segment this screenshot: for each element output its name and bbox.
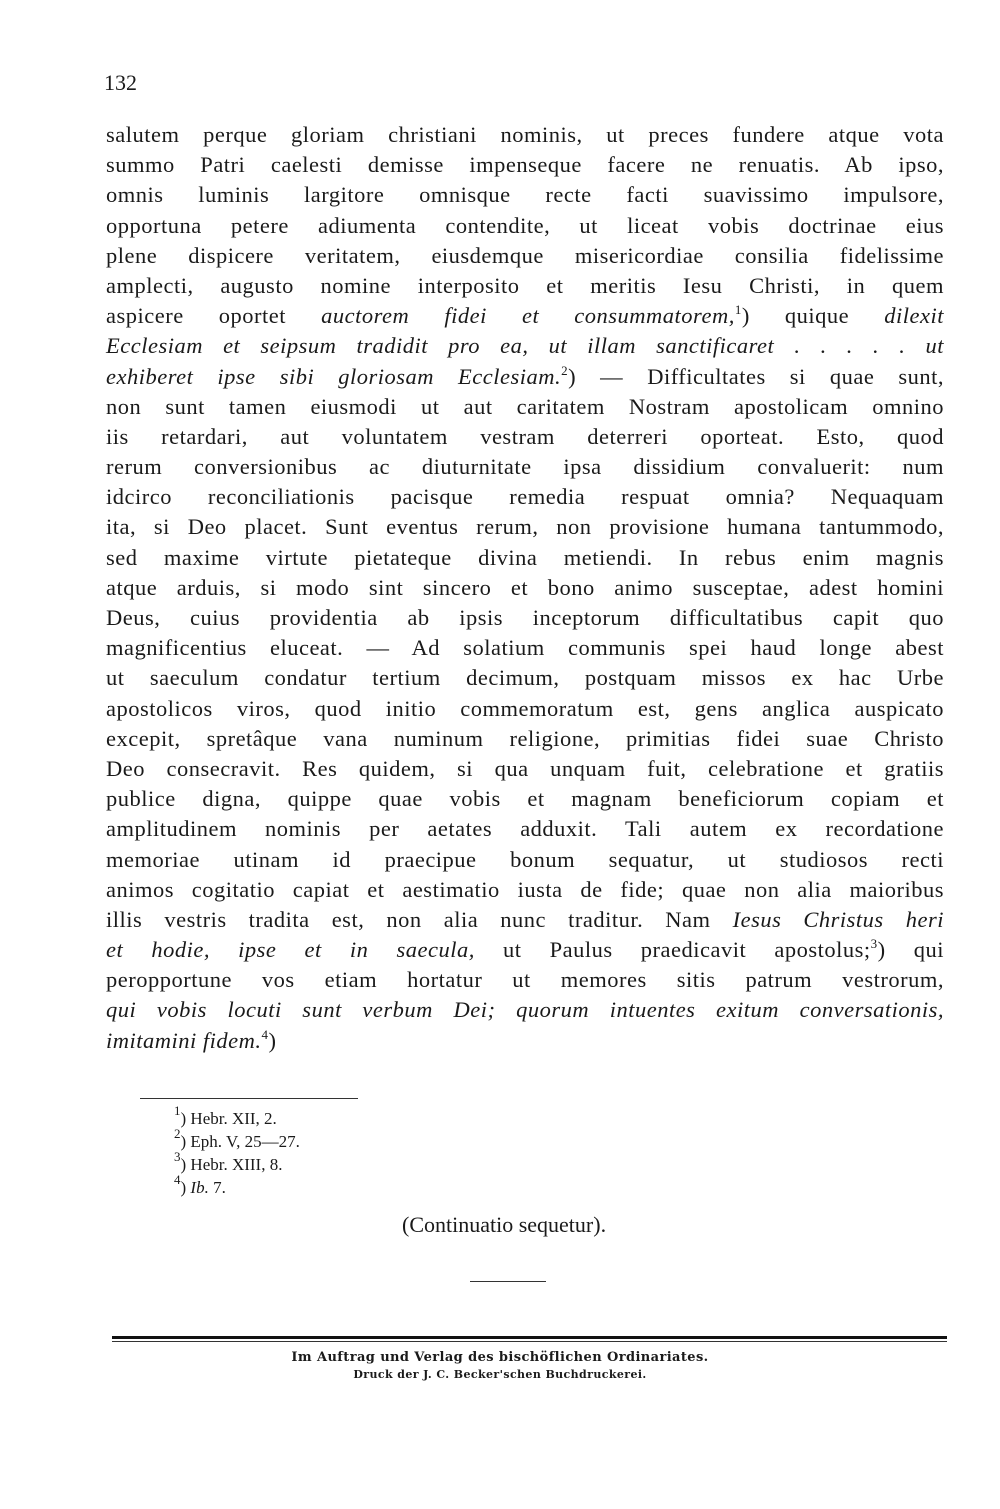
text-line [106, 935, 944, 965]
text-line: salutem perque gloriam christiani nominis, ut preces fundere atque vota [106, 122, 944, 147]
section-divider [470, 1281, 546, 1282]
footnote-ref: 2 [561, 362, 569, 378]
text-line: summo Patri caelesti demisse impenseque facere ne renuatis. Ab ipso, [106, 152, 944, 178]
italic-quote: imitamini fidem. [106, 1027, 262, 1053]
text-line: amplecti, augusto nomine interposito et meritis Iesu Christi, in quem [106, 272, 944, 298]
text-line: non sunt tamen eiusmodi ut aut caritatem Nostram apostolicam omnino [106, 393, 944, 419]
text-line: opportuna petere adiumenta contendite, ut liceat vobis doctrinae eius [106, 212, 944, 238]
italic-quote: dilexit [884, 303, 945, 329]
text-line: animos cogitatio capiat et aestimatio iusta de fide; quae non alia maioribus [106, 876, 944, 902]
italic-quote: et hodie, ipse et in saecula, [106, 937, 475, 963]
text-line [106, 1026, 944, 1056]
footnote-mark: 2 [174, 1126, 181, 1141]
footnote-mark: 1 [174, 1103, 181, 1118]
footnote-item [174, 1172, 300, 1199]
text-line: ita, si Deo placet. Sunt eventus rerum, non provisione humana tantummodo, [106, 514, 944, 540]
text-line: iis retardari, aut voluntatem vestram deterreri oporteat. Esto, quod [106, 423, 944, 449]
text-line: omnis luminis largitore omnisque recte facti suavissimo impulsore, [106, 182, 944, 208]
text-line: excepit, spretâque vana numinum religione, primitias fidei suae Christo [106, 725, 944, 751]
body-text [106, 120, 944, 1056]
footnote-ref: 3 [870, 936, 878, 952]
footnote-item [174, 1126, 300, 1153]
text-line: idcirco reconciliationis pacisque remedia respuat omnia? Nequaquam [106, 484, 944, 510]
footnote-item [174, 1149, 300, 1176]
text-line: memoriae utinam id praecipue bonum sequatur, ut studiosos recti [106, 846, 944, 872]
footnote-ref: 4 [261, 1026, 269, 1042]
footnote-italic: Ib. [190, 1178, 209, 1197]
text-segment: illis vestris tradita est, non alia nunc traditur. Nam [106, 906, 711, 932]
text-segment: ut Paulus praedicavit apostolus; [503, 937, 871, 963]
text-line: magnificentius eluceat. — Ad solatium communis spei haud longe abest [106, 635, 944, 661]
footnotes [174, 1103, 300, 1199]
text-line [106, 301, 944, 331]
footnote-text: ) Eph. V, 25—27. [180, 1132, 300, 1151]
imprint-divider-thin [112, 1341, 947, 1342]
text-line: apostolicos viros, quod initio commemoratum est, gens anglica auspicato [106, 695, 944, 721]
text-line: Deo consecravit. Res quidem, si qua unquam fuit, celebratione et gratiis [106, 755, 944, 781]
text-line: publice digna, quippe quae vobis et magnam beneficiorum copiam et [106, 786, 944, 812]
footnote-text: ) Hebr. XIII, 8. [180, 1155, 283, 1174]
text-line: sed maxime virtute pietateque divina metiendi. In rebus enim magnis [106, 544, 944, 570]
footnote-item [174, 1103, 300, 1130]
italic-quote: Iesus Christus heri [732, 906, 945, 932]
footnote-mark: 3 [174, 1149, 181, 1164]
text-line: peropportune vos etiam hortatur ut memores sitis patrum vestrorum, [106, 967, 944, 993]
footnote-mark: 4 [174, 1172, 181, 1187]
text-line: rerum conversionibus ac diuturnitate ipsa dissidium convaluerit: num [106, 454, 944, 480]
imprint-divider-thick [112, 1336, 947, 1339]
footnote-divider [140, 1098, 358, 1099]
text-line: atque arduis, si modo sint sincero et bono animo susceptae, adest homini [106, 574, 944, 600]
continuation-note: (Continuatio sequetur). [402, 1212, 607, 1237]
text-segment: ) qui [877, 937, 944, 963]
text-line: Ecclesiam et seipsum tradidit pro ea, ut illam sanctificaret . . . . . ut [106, 333, 944, 359]
text-line [106, 905, 944, 935]
text-line [106, 362, 944, 392]
text-line: plene dispicere veritatem, eiusdemque misericordiae consilia fidelissime [106, 242, 944, 268]
text-segment: ) [268, 1027, 277, 1053]
italic-quote: auctorem fidei et consummatorem, [321, 303, 735, 329]
text-line: ut saeculum condatur tertium decimum, postquam missos ex hac Urbe [106, 665, 944, 691]
footnote-ref: 1 [734, 302, 742, 318]
imprint-printer: Druck der J. C. Becker'schen Buchdruckerei. [353, 1368, 647, 1381]
footnote-text: ) [180, 1178, 191, 1197]
footnote-text: 7. [208, 1178, 226, 1197]
text-segment: aspicere oportet [106, 303, 287, 329]
footnote-text: ) Hebr. XII, 2. [180, 1109, 277, 1128]
text-line: qui vobis locuti sunt verbum Dei; quorum intuentes exitum conversationis, [106, 997, 944, 1023]
text-segment: ) quique [741, 303, 850, 329]
imprint-publisher: Im Auftrag und Verlag des bischöflichen Ordinariates. [291, 1350, 709, 1365]
text-line: amplitudinem nominis per aetates adduxit. Tali autem ex recordatione [106, 816, 944, 842]
text-line: Deus, cuius providentia ab ipsis inceptorum difficultatibus capit quo [106, 605, 944, 630]
italic-quote: exhiberet ipse sibi gloriosam Ecclesiam. [106, 363, 562, 389]
page-number: 132 [104, 70, 137, 95]
text-segment: ) — Difficultates si quae sunt, [568, 363, 944, 389]
